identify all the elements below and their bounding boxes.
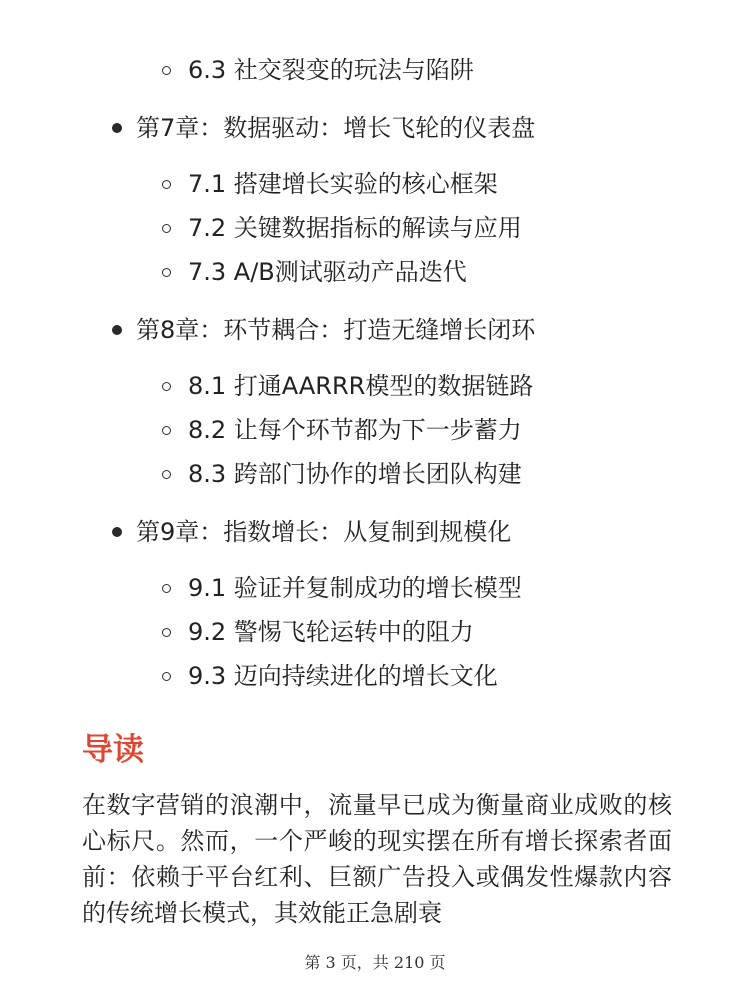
toc-chapter-9[interactable] [112,512,511,552]
toc-section-label: 7.2 关键数据指标的解读与应用 [188,214,522,242]
circle-bullet-icon [162,180,171,189]
toc-chapter-label: 第7章：数据驱动：增长飞轮的仪表盘 [136,114,536,142]
disc-bullet-icon [112,527,122,537]
toc-section-label: 8.1 打通AARRR模型的数据链路 [188,372,534,400]
circle-bullet-icon [162,382,171,391]
toc-section-label: 9.1 验证并复制成功的增长模型 [188,574,522,602]
circle-bullet-icon [162,224,171,233]
toc-section-9-1[interactable] [162,568,522,608]
toc-chapter-7[interactable] [112,108,535,148]
toc-section-label: 6.3 社交裂变的玩法与陷阱 [188,56,474,84]
toc-section-label: 8.2 让每个环节都为下一步蓄力 [188,416,522,444]
disc-bullet-icon [112,123,122,133]
intro-heading: 导读 [82,732,144,768]
toc-section-7-3[interactable] [162,252,467,292]
toc-section-8-2[interactable] [162,410,522,450]
toc-chapter-label: 第9章：指数增长：从复制到规模化 [136,518,512,546]
disc-bullet-icon [112,325,122,335]
toc-chapter-8[interactable] [112,310,535,350]
toc-section-7-2[interactable] [162,208,522,248]
circle-bullet-icon [162,268,171,277]
toc-section-9-3[interactable] [162,656,498,696]
toc-section-7-1[interactable] [162,164,498,204]
circle-bullet-icon [162,66,171,75]
toc-chapter-label: 第8章：环节耦合：打造无缝增长闭环 [136,316,536,344]
intro-paragraph: 在数字营销的浪潮中，流量早已成为衡量商业成败的核心标尺。然而，一个严峻的现实摆在所有增长探索者面前：依赖于平台红利、巨额广告投入或偶发性爆款内容的传统增长模式，其效能正急剧衰 [82,791,672,927]
circle-bullet-icon [162,426,171,435]
toc-section-9-2[interactable] [162,612,474,652]
toc-section-label: 7.1 搭建增长实验的核心框架 [188,170,498,198]
toc-section-label: 9.2 警惕飞轮运转中的阻力 [188,618,474,646]
toc-section-label: 7.3 A/B测试驱动产品迭代 [188,258,467,286]
toc-section-label: 8.3 跨部门协作的增长团队构建 [188,460,522,488]
toc-section-8-3[interactable] [162,454,522,494]
circle-bullet-icon [162,584,171,593]
toc-section-6-3[interactable] [162,50,474,90]
circle-bullet-icon [162,672,171,681]
circle-bullet-icon [162,470,171,479]
toc-section-label: 9.3 迈向持续进化的增长文化 [188,662,498,690]
toc-section-8-1[interactable] [162,366,533,406]
circle-bullet-icon [162,628,171,637]
page-indicator: 第 3 页，共 210 页 [304,953,446,972]
